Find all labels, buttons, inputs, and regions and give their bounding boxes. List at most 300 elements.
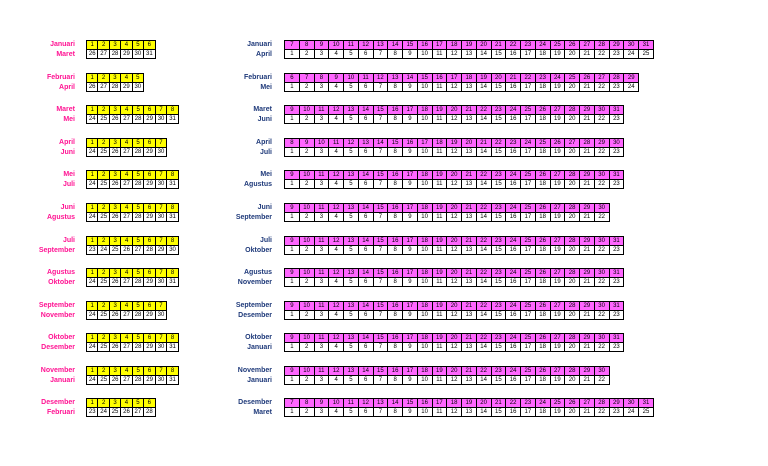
day-cell: 19 [550, 311, 565, 320]
day-cell: 12 [447, 50, 462, 59]
day-cell: 29 [144, 180, 155, 189]
day-cell: 27 [121, 115, 132, 124]
day-cell: 8 [388, 246, 403, 255]
day-cell: 10 [417, 115, 432, 124]
day-cell: 21 [580, 278, 595, 287]
day-cell: 27 [550, 367, 565, 376]
day-cell: 14 [373, 139, 388, 148]
day-row-lower [87, 180, 179, 189]
day-cell: 4 [121, 302, 132, 311]
day-cell: 29 [580, 269, 595, 278]
day-cell: 19 [432, 367, 447, 376]
day-cell: 13 [462, 148, 477, 157]
day-cell: 12 [447, 246, 462, 255]
day-cell: 2 [98, 399, 109, 408]
day-cell: 15 [403, 41, 418, 50]
day-row-lower [87, 278, 179, 287]
day-cell: 9 [285, 302, 300, 311]
day-cell: 14 [476, 343, 491, 352]
day-cell: 4 [121, 334, 132, 343]
day-cell: 1 [87, 237, 98, 246]
day-cell: 21 [580, 148, 595, 157]
day-cell: 5 [344, 213, 359, 222]
day-cell: 3 [109, 106, 120, 115]
day-cell: 28 [132, 213, 143, 222]
day-cell: 14 [476, 376, 491, 385]
day-cell: 6 [144, 171, 155, 180]
day-row-lower [285, 408, 654, 417]
day-cell: 26 [109, 343, 120, 352]
day-cell: 29 [144, 213, 155, 222]
day-cell: 7 [373, 115, 388, 124]
day-cell: 14 [403, 74, 418, 83]
day-cell: 8 [388, 83, 403, 92]
day-cell: 8 [388, 50, 403, 59]
day-cell: 12 [373, 74, 388, 83]
month-label-lower: Januari [247, 344, 272, 351]
day-cell: 6 [358, 278, 373, 287]
day-cell: 14 [476, 180, 491, 189]
day-cell: 18 [417, 106, 432, 115]
month-label-upper: September [38, 302, 75, 309]
day-cell: 23 [491, 334, 506, 343]
day-cell: 17 [403, 237, 418, 246]
day-cell: 27 [550, 106, 565, 115]
day-cell: 3 [314, 83, 329, 92]
month-label-upper: Juli [259, 237, 272, 244]
day-cell: 6 [358, 246, 373, 255]
month-label-lower: April [59, 84, 75, 91]
day-cell: 20 [447, 237, 462, 246]
day-cell: 15 [491, 213, 506, 222]
month-label-upper: November [40, 367, 75, 374]
day-row-lower [285, 83, 639, 92]
day-cell: 10 [299, 367, 314, 376]
day-cell: 22 [594, 180, 609, 189]
day-cell: 13 [462, 115, 477, 124]
day-cell: 1 [87, 399, 98, 408]
month-label-upper: Oktober [245, 334, 272, 341]
day-cell: 10 [417, 148, 432, 157]
month-label-upper: April [59, 139, 75, 146]
month-label-upper: Maret [253, 106, 272, 113]
day-cell: 30 [155, 148, 166, 157]
day-cell: 28 [132, 278, 143, 287]
day-cell: 21 [580, 408, 595, 417]
day-cell: 3 [109, 302, 120, 311]
day-cell: 6 [358, 376, 373, 385]
month-label-lower: April [256, 51, 272, 58]
day-row-upper [87, 139, 167, 148]
day-cell: 30 [155, 278, 166, 287]
day-cell: 11 [432, 278, 447, 287]
day-cell: 12 [329, 237, 344, 246]
day-cell: 18 [447, 399, 462, 408]
day-cell: 17 [521, 50, 536, 59]
day-cell: 15 [491, 115, 506, 124]
day-cell: 12 [329, 302, 344, 311]
day-cell: 11 [432, 213, 447, 222]
day-cell: 9 [314, 399, 329, 408]
day-cell: 22 [506, 399, 521, 408]
day-cell: 16 [388, 269, 403, 278]
day-cell: 10 [417, 180, 432, 189]
month-label-upper: Januari [247, 41, 272, 48]
day-cell: 3 [314, 115, 329, 124]
day-grid [284, 40, 654, 59]
day-cell: 1 [87, 171, 98, 180]
day-cell: 15 [417, 74, 432, 83]
day-row-lower [285, 311, 624, 320]
day-cell: 17 [521, 376, 536, 385]
day-cell: 10 [314, 139, 329, 148]
day-cell: 2 [299, 246, 314, 255]
day-cell: 11 [314, 204, 329, 213]
day-cell: 20 [447, 106, 462, 115]
day-cell: 14 [358, 204, 373, 213]
day-cell: 25 [98, 311, 109, 320]
day-cell: 3 [109, 171, 120, 180]
day-cell: 14 [388, 399, 403, 408]
day-cell: 13 [344, 269, 359, 278]
day-cell: 27 [121, 311, 132, 320]
day-cell: 17 [417, 139, 432, 148]
day-cell: 19 [550, 115, 565, 124]
day-cell: 13 [388, 74, 403, 83]
day-cell: 26 [109, 180, 120, 189]
day-cell: 3 [314, 180, 329, 189]
day-cell: 3 [109, 399, 120, 408]
day-cell: 14 [358, 237, 373, 246]
day-cell: 5 [132, 41, 143, 50]
day-cell: 23 [609, 148, 624, 157]
day-grid [86, 73, 144, 92]
day-cell: 31 [609, 302, 624, 311]
day-cell: 20 [462, 139, 477, 148]
day-cell: 27 [550, 334, 565, 343]
day-cell: 20 [565, 246, 580, 255]
day-cell: 11 [432, 343, 447, 352]
day-cell: 12 [329, 367, 344, 376]
day-cell: 7 [299, 74, 314, 83]
day-cell: 21 [506, 74, 521, 83]
day-cell: 26 [535, 204, 550, 213]
day-cell: 30 [594, 171, 609, 180]
day-cell: 20 [447, 302, 462, 311]
day-cell: 19 [432, 302, 447, 311]
day-cell: 9 [403, 408, 418, 417]
day-grid [86, 138, 167, 157]
day-cell: 6 [358, 180, 373, 189]
day-cell: 4 [121, 106, 132, 115]
day-cell: 20 [565, 376, 580, 385]
day-grid [86, 40, 156, 59]
day-cell: 20 [565, 83, 580, 92]
day-cell: 18 [417, 204, 432, 213]
day-cell: 29 [609, 399, 624, 408]
month-label-upper: Februari [243, 74, 272, 81]
day-cell: 22 [594, 148, 609, 157]
day-cell: 19 [550, 278, 565, 287]
day-cell: 7 [285, 399, 300, 408]
day-cell: 9 [285, 367, 300, 376]
day-cell: 17 [521, 246, 536, 255]
day-cell: 29 [144, 376, 155, 385]
day-cell: 24 [87, 311, 98, 320]
day-grid [284, 203, 610, 222]
day-cell: 27 [594, 74, 609, 83]
day-cell: 10 [417, 311, 432, 320]
day-cell: 28 [132, 311, 143, 320]
day-cell: 4 [121, 74, 132, 83]
day-cell: 30 [155, 311, 166, 320]
day-cell: 1 [285, 180, 300, 189]
day-cell: 23 [609, 343, 624, 352]
day-cell: 5 [132, 399, 143, 408]
day-cell: 20 [447, 367, 462, 376]
day-cell: 23 [521, 41, 536, 50]
day-cell: 7 [155, 367, 166, 376]
day-cell: 3 [109, 334, 120, 343]
day-cell: 4 [121, 367, 132, 376]
day-cell: 2 [98, 106, 109, 115]
day-cell: 20 [476, 41, 491, 50]
day-cell: 20 [565, 213, 580, 222]
day-cell: 23 [609, 408, 624, 417]
day-cell: 8 [388, 213, 403, 222]
day-cell: 17 [521, 115, 536, 124]
day-cell: 11 [314, 334, 329, 343]
day-cell: 31 [609, 106, 624, 115]
day-cell: 5 [132, 74, 143, 83]
day-cell: 24 [550, 74, 565, 83]
day-cell: 5 [132, 106, 143, 115]
month-label-lower: November [40, 312, 75, 319]
day-cell: 30 [132, 83, 143, 92]
day-cell: 30 [594, 334, 609, 343]
day-cell: 15 [491, 83, 506, 92]
day-cell: 17 [403, 334, 418, 343]
day-cell: 31 [609, 237, 624, 246]
day-cell: 25 [521, 334, 536, 343]
day-cell: 5 [344, 343, 359, 352]
day-cell: 3 [109, 367, 120, 376]
day-cell: 10 [329, 399, 344, 408]
day-cell: 28 [132, 115, 143, 124]
day-cell: 26 [550, 139, 565, 148]
day-cell: 1 [285, 408, 300, 417]
day-cell: 25 [639, 50, 654, 59]
day-cell: 10 [299, 237, 314, 246]
day-cell: 30 [155, 115, 166, 124]
day-row-upper [285, 106, 624, 115]
day-cell: 12 [358, 41, 373, 50]
day-cell: 31 [167, 376, 179, 385]
day-cell: 7 [155, 302, 166, 311]
day-cell: 2 [299, 376, 314, 385]
day-row-upper [285, 171, 624, 180]
day-cell: 4 [329, 246, 344, 255]
day-cell: 5 [344, 278, 359, 287]
day-cell: 13 [344, 237, 359, 246]
day-cell: 11 [314, 106, 329, 115]
month-label-upper: November [237, 367, 272, 374]
day-cell: 10 [344, 74, 359, 83]
month-label-lower: Februari [46, 409, 75, 416]
day-cell: 20 [565, 408, 580, 417]
day-cell: 5 [132, 237, 143, 246]
day-grid [284, 105, 624, 124]
day-cell: 21 [580, 311, 595, 320]
day-grid [86, 170, 179, 189]
day-cell: 16 [388, 204, 403, 213]
day-cell: 24 [624, 50, 639, 59]
day-cell: 13 [462, 311, 477, 320]
day-grid [284, 301, 624, 320]
day-cell: 29 [580, 171, 595, 180]
day-cell: 3 [314, 148, 329, 157]
day-cell: 13 [462, 408, 477, 417]
day-cell: 12 [329, 334, 344, 343]
day-cell: 16 [388, 237, 403, 246]
day-cell: 10 [417, 213, 432, 222]
day-cell: 6 [144, 237, 155, 246]
day-cell: 2 [299, 278, 314, 287]
day-cell: 31 [167, 278, 179, 287]
day-cell: 30 [594, 106, 609, 115]
day-cell: 8 [167, 237, 179, 246]
day-cell: 18 [462, 74, 477, 83]
day-cell: 9 [403, 343, 418, 352]
day-cell: 17 [432, 41, 447, 50]
day-cell: 8 [388, 408, 403, 417]
day-cell: 2 [299, 343, 314, 352]
day-cell: 8 [388, 311, 403, 320]
day-cell: 16 [506, 50, 521, 59]
day-cell: 28 [565, 171, 580, 180]
day-cell: 17 [521, 180, 536, 189]
day-cell: 16 [506, 278, 521, 287]
month-label-upper: Mei [260, 171, 272, 178]
day-cell: 10 [417, 343, 432, 352]
day-cell: 23 [535, 74, 550, 83]
day-row-upper [87, 269, 179, 278]
day-cell: 23 [609, 278, 624, 287]
day-cell: 15 [373, 302, 388, 311]
day-cell: 14 [476, 50, 491, 59]
day-cell: 7 [285, 41, 300, 50]
day-cell: 24 [506, 269, 521, 278]
day-cell: 8 [299, 399, 314, 408]
day-cell: 21 [580, 115, 595, 124]
day-cell: 24 [506, 106, 521, 115]
day-cell: 7 [155, 334, 166, 343]
day-cell: 3 [314, 408, 329, 417]
day-cell: 15 [491, 408, 506, 417]
day-cell: 10 [299, 269, 314, 278]
day-cell: 2 [98, 41, 109, 50]
day-cell: 8 [167, 334, 179, 343]
day-cell: 2 [98, 302, 109, 311]
day-cell: 19 [432, 269, 447, 278]
day-row-upper [87, 106, 179, 115]
day-cell: 17 [521, 148, 536, 157]
day-cell: 14 [476, 408, 491, 417]
day-cell: 4 [329, 376, 344, 385]
day-cell: 12 [447, 278, 462, 287]
day-cell: 15 [403, 399, 418, 408]
day-cell: 16 [506, 376, 521, 385]
day-cell: 4 [121, 41, 132, 50]
day-cell: 11 [314, 302, 329, 311]
day-cell: 18 [535, 83, 550, 92]
day-cell: 16 [388, 367, 403, 376]
day-cell: 24 [87, 343, 98, 352]
day-cell: 11 [314, 269, 329, 278]
day-grid [86, 398, 156, 417]
day-cell: 31 [167, 115, 179, 124]
day-cell: 9 [285, 269, 300, 278]
day-cell: 28 [565, 204, 580, 213]
day-row-lower [87, 311, 167, 320]
day-cell: 14 [476, 148, 491, 157]
day-row-upper [285, 237, 624, 246]
day-cell: 31 [167, 343, 179, 352]
day-cell: 6 [144, 269, 155, 278]
day-cell: 30 [594, 367, 609, 376]
day-cell: 5 [344, 115, 359, 124]
day-cell: 16 [432, 74, 447, 83]
day-cell: 19 [432, 106, 447, 115]
day-row-lower [87, 115, 179, 124]
day-cell: 11 [314, 237, 329, 246]
month-label-lower: Desember [238, 312, 272, 319]
day-cell: 14 [476, 278, 491, 287]
day-cell: 22 [521, 74, 536, 83]
day-cell: 21 [491, 399, 506, 408]
day-row-upper [285, 367, 610, 376]
day-cell: 14 [358, 302, 373, 311]
day-cell: 25 [535, 139, 550, 148]
day-cell: 15 [388, 139, 403, 148]
day-row-lower [87, 408, 156, 417]
day-cell: 26 [121, 246, 132, 255]
day-row-upper [87, 171, 179, 180]
day-cell: 21 [580, 343, 595, 352]
month-label-upper: Juni [60, 204, 75, 211]
day-row-lower [285, 246, 624, 255]
day-cell: 9 [285, 334, 300, 343]
day-cell: 26 [565, 41, 580, 50]
day-cell: 4 [121, 269, 132, 278]
day-row-upper [285, 74, 639, 83]
day-cell: 31 [639, 399, 654, 408]
day-cell: 27 [580, 399, 595, 408]
day-cell: 29 [144, 115, 155, 124]
day-cell: 4 [329, 343, 344, 352]
day-cell: 20 [476, 399, 491, 408]
day-grid [86, 105, 179, 124]
day-cell: 9 [299, 139, 314, 148]
day-cell: 21 [462, 171, 477, 180]
day-cell: 21 [462, 204, 477, 213]
day-cell: 1 [87, 204, 98, 213]
day-cell: 2 [299, 50, 314, 59]
day-cell: 15 [491, 278, 506, 287]
day-cell: 11 [314, 171, 329, 180]
day-cell: 1 [87, 74, 98, 83]
day-row-upper [87, 399, 156, 408]
